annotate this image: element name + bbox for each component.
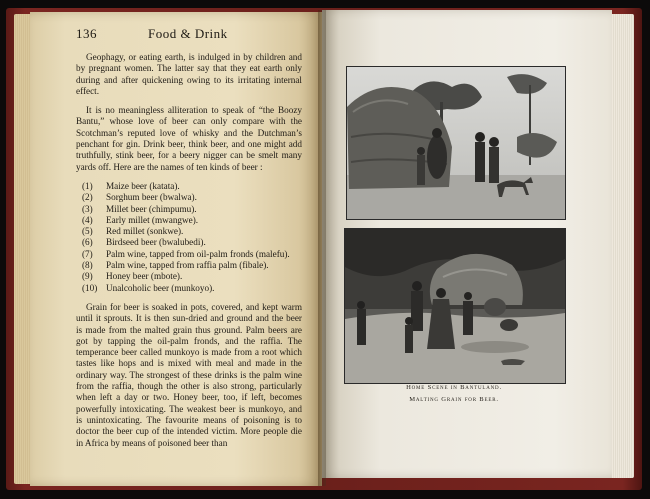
photo-malting-grain [344, 228, 566, 384]
page-number: 136 [76, 26, 97, 41]
list-item: (10) Unalcoholic beer (munkoyo). [82, 282, 215, 293]
list-item: (8) Palm wine, tapped from raffia palm (fibale). [82, 260, 269, 271]
caption-home-scene: Home Scene in Bantuland. [406, 384, 502, 391]
caption-malting-grain: Malting Grain for Beer. [409, 396, 499, 403]
beer-list [76, 181, 302, 294]
list-item: (6) Birdseed beer (bwalubedi). [82, 237, 206, 248]
running-head [76, 26, 302, 44]
list-item: (2) Sorghum beer (bwalwa). [82, 192, 197, 203]
paragraph-grain-for-beer: Grain for beer is soaked in pots, covered, and kept warm until it sprouts. It is then sun-dried and ground and the beer is made from the malted grain thus ground. Palm beers are got by tapping the oil-palm fronds, and the raffia. The temperance beer called munkoyo is made from a root which tastes like hops and is mixed with meal and made in the ordinary way. The strongest of these drinks is the palm wine from the raffia, though the other is also strong, particularly when left a day or two. Honey beer, too, if left, becomes powerfully intoxicating. The weakest beer is munkoyo, and is unintoxicating. The favourite means of poisoning is to doctor the beer cup of the intended victim. More people die in Africa by means of poisoned beer than [76, 301, 302, 448]
list-item: (1) Maize beer (katata). [82, 180, 180, 191]
paragraph-geophagy: Geophagy, or eating earth, is indulged in by children and by pregnant women. The latter say that they eat earth only during and after quickening owing to its irritating internal effect. [76, 52, 302, 96]
paragraph-boozy-bantu: It is no meaningless alliteration to speak of “the Boozy Bantu,” whose love of beer can only compare with the Scotchman’s reputed love of whisky and the Dutchman’s penchant for gin. Drink beer, think beer, and one might add truthfully, stink beer, for a beery nigger can be smelt many yards off. Here are the names of ten kinds of beer : [76, 105, 302, 172]
running-title: Food & Drink [148, 26, 228, 41]
list-item: (5) Red millet (sonkwe). [82, 226, 184, 237]
list-item: (9) Honey beer (mbote). [82, 271, 183, 282]
left-page-text [76, 52, 302, 449]
list-item: (7) Palm wine, tapped from oil-palm fronds (malefu). [82, 248, 290, 259]
photo-home-scene [346, 66, 566, 220]
book-gutter [318, 10, 326, 486]
list-item: (4) Early millet (mwangwe). [82, 214, 199, 225]
list-item: (3) Millet beer (chimpumu). [82, 203, 197, 214]
